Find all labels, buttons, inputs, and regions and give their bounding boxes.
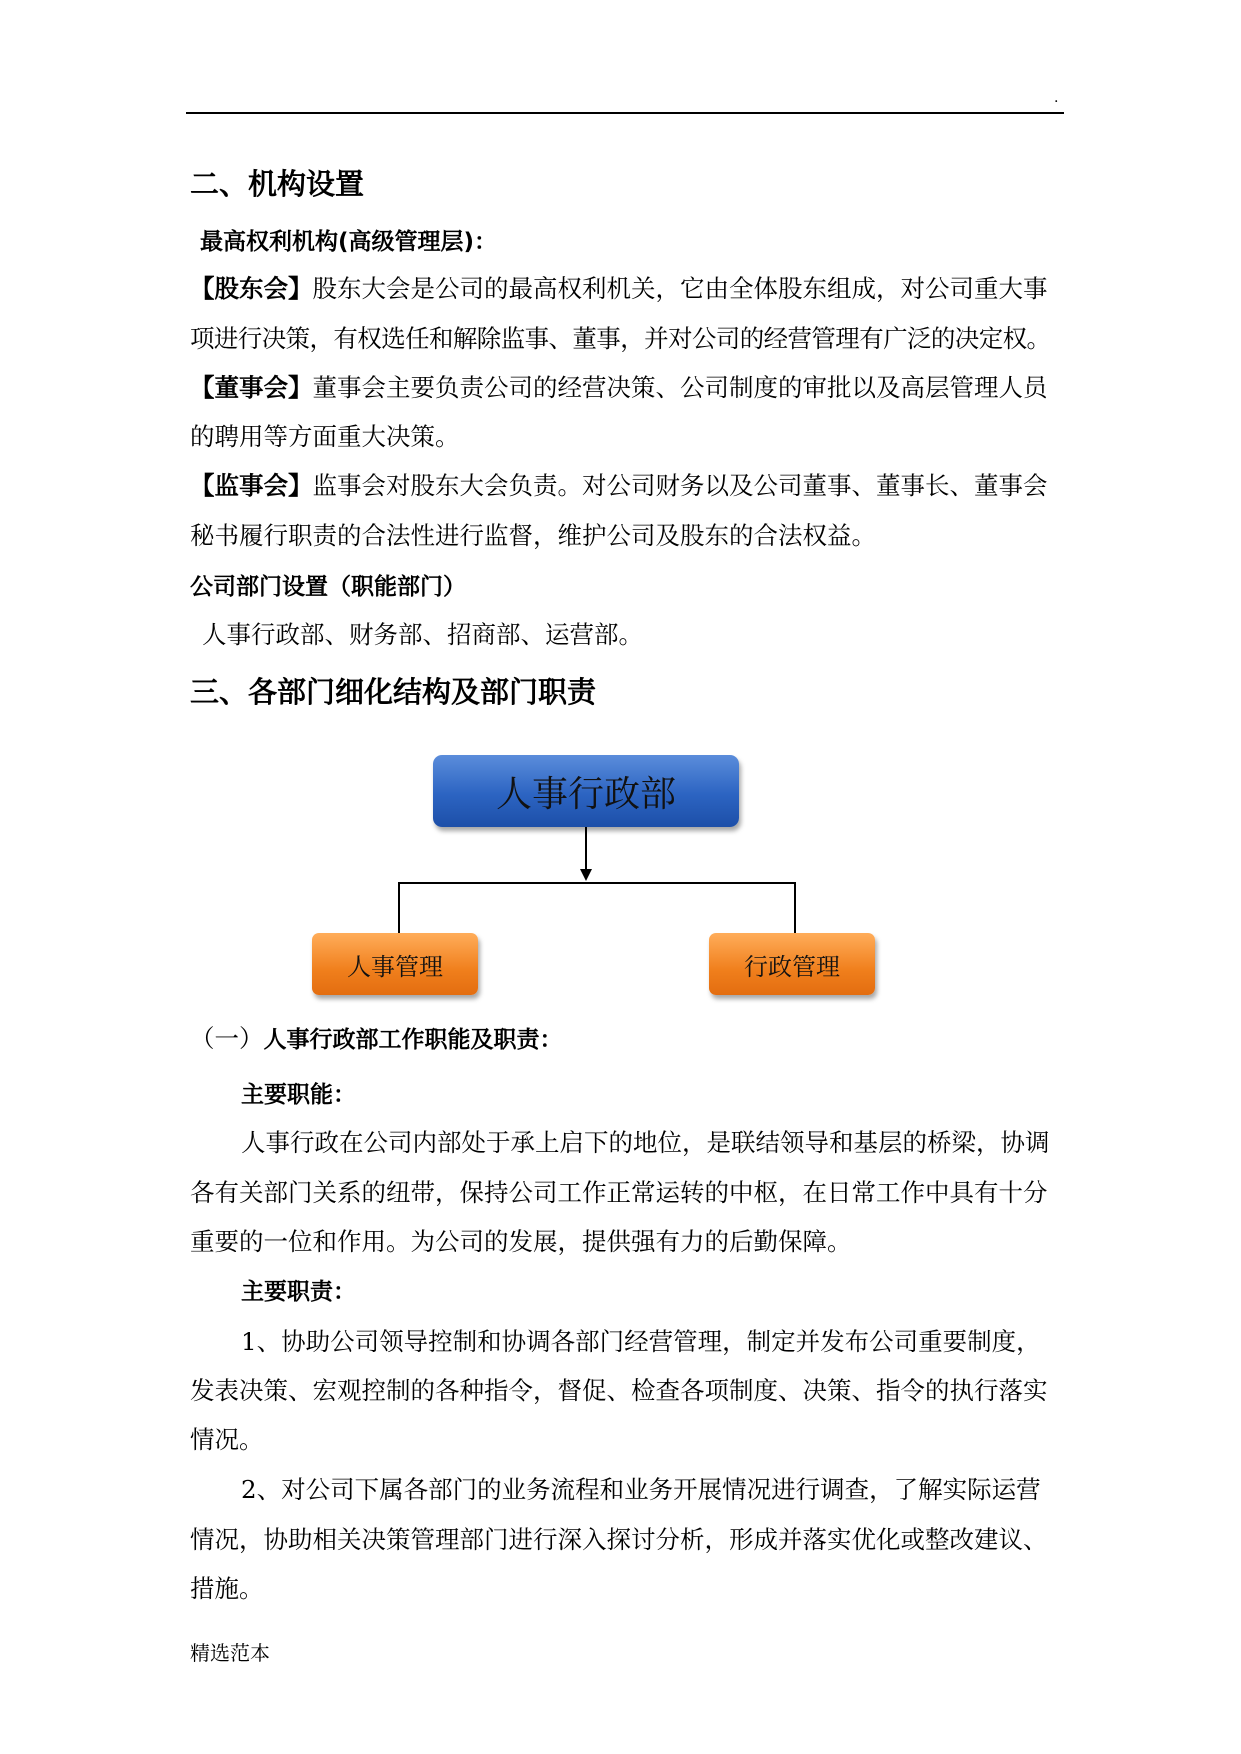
org-node-admin-management: 行政管理 (709, 933, 875, 995)
board-paragraph-line1 (190, 371, 1048, 405)
org-node-hr-management: 人事管理 (312, 933, 478, 995)
functions-line-3: 重要的一位和作用。为公司的发展，提供强有力的后勤保障。 (190, 1227, 852, 1256)
duty2-line-2: 情况，协助相关决策管理部门进行深入探讨分析，形成并落实优化或整改建议、 (190, 1525, 1048, 1554)
dept-heading: 公司部门设置（职能部门） (190, 574, 466, 600)
duty1-line-1: 1、协助公司领导控制和协调各部门经营管理，制定并发布公司重要制度， (241, 1327, 1041, 1356)
shareholders-label: 【股东会】 (190, 274, 313, 303)
board-text-1: 董事会主要负责公司的经营决策、公司制度的审批以及高层管理人员 (312, 373, 1048, 402)
dept-list: 人事行政部、财务部、招商部、运营部。 (202, 620, 643, 649)
board-text-2: 的聘用等方面重大决策。 (190, 422, 460, 451)
section-3-title: 三、各部门细化结构及部门职责 (190, 675, 597, 709)
connector-left (398, 882, 400, 933)
org-chart (300, 745, 900, 1010)
functions-title: 主要职能： (241, 1082, 356, 1108)
shareholders-paragraph-line1 (190, 272, 1048, 306)
duty2-line-3: 措施。 (190, 1574, 264, 1603)
board-label: 【董事会】 (190, 373, 313, 402)
top-authority-subheading: 最高权利机构(高级管理层)： (200, 229, 498, 255)
connector-right (794, 882, 796, 933)
footer-text: 精选范本 (190, 1641, 270, 1665)
connector-stem (585, 827, 587, 871)
supervisors-text-2: 秘书履行职责的合法性进行监督，维护公司及股东的合法权益。 (190, 521, 876, 550)
duty2-line-1: 2、对公司下属各部门的业务流程和业务开展情况进行调查，了解实际运营 (241, 1475, 1041, 1504)
subheading-prefix: （一） (190, 1024, 264, 1053)
shareholders-text-2: 项进行决策，有权选任和解除监事、董事，并对公司的经营管理有广泛的决定权。 (190, 324, 1051, 353)
header-mark: . (1054, 90, 1059, 106)
header-rule (186, 112, 1064, 114)
supervisors-paragraph-line1 (190, 469, 1048, 503)
supervisors-text-1: 监事会对股东大会负责。对公司财务以及公司董事、董事长、董事会 (312, 471, 1048, 500)
shareholders-text-1: 股东大会是公司的最高权利机关，它由全体股东组成，对公司重大事 (312, 274, 1048, 303)
duty1-line-2: 发表决策、宏观控制的各种指令，督促、检查各项制度、决策、指令的执行落实 (190, 1376, 1048, 1405)
functions-line-2: 各有关部门关系的纽带，保持公司工作正常运转的中枢，在日常工作中具有十分 (190, 1178, 1048, 1207)
section-2-title: 二、机构设置 (190, 167, 365, 201)
arrow-head-icon (580, 869, 592, 881)
subheading-text: 人事行政部工作职能及职责： (263, 1027, 563, 1053)
duty1-line-3: 情况。 (190, 1425, 264, 1454)
functions-line-1: 人事行政在公司内部处于承上启下的地位，是联结领导和基层的桥梁，协调 (241, 1128, 1050, 1157)
supervisors-label: 【监事会】 (190, 471, 313, 500)
connector-bar (398, 882, 796, 884)
hr-admin-subheading (190, 1022, 563, 1057)
org-node-hr-admin: 人事行政部 (433, 755, 739, 827)
duties-title: 主要职责： (241, 1279, 356, 1305)
